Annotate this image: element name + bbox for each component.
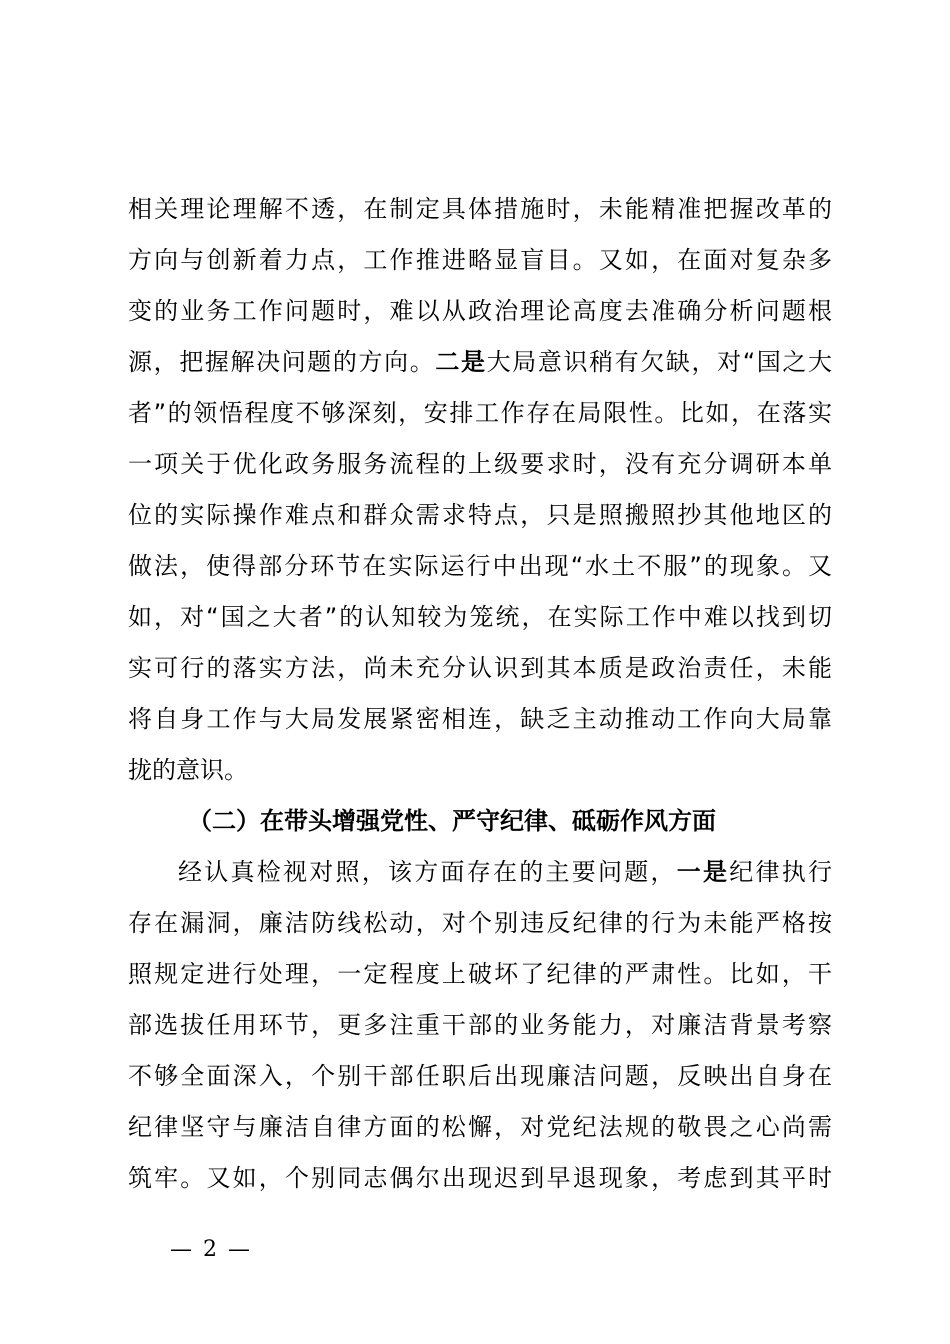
- body-text-line: 做法，使得部分环节在实际运行中出现“水土不服”的现象。又: [128, 552, 832, 580]
- body-text-line: 如，对“国之大者”的认知较为笼统，在实际工作中难以找到切: [128, 603, 832, 631]
- point-marker: 二是: [435, 348, 487, 376]
- body-text-line: 者”的领悟程度不够深刻，安排工作存在局限性。比如，在落实: [128, 399, 832, 427]
- body-text-line: 拢的意识。: [128, 756, 248, 784]
- body-text-line: 源，把握解决问题的方向。二是大局意识稍有欠缺，对“国之大: [128, 348, 832, 376]
- body-text-line: 变的业务工作问题时，难以从政治理论高度去准确分析问题根: [128, 297, 832, 325]
- body-text-line: 不够全面深入，个别干部任职后出现廉洁问题，反映出自身在: [128, 1062, 832, 1090]
- body-text-line: 纪律坚守与廉洁自律方面的松懈，对党纪法规的敬畏之心尚需: [128, 1113, 832, 1141]
- body-text-line: 位的实际操作难点和群众需求特点，只是照搬照抄其他地区的: [128, 501, 832, 529]
- point-marker: 一是: [676, 858, 730, 886]
- body-text-line: 相关理论理解不透，在制定具体措施时，未能精准把握改革的: [128, 195, 832, 223]
- body-text-line: 实可行的落实方法，尚未充分认识到其本质是政治责任，未能: [128, 654, 832, 682]
- body-text-line: 经认真检视对照，该方面存在的主要问题，一是纪律执行: [178, 858, 832, 886]
- page-number: — 2 —: [170, 1237, 252, 1262]
- body-text-line: 方向与创新着力点，工作推进略显盲目。又如，在面对复杂多: [128, 246, 832, 274]
- body-text-line: 一项关于优化政务服务流程的上级要求时，没有充分调研本单: [128, 450, 832, 478]
- body-text-line: 将自身工作与大局发展紧密相连，缺乏主动推动工作向大局靠: [128, 705, 832, 733]
- document-body: [128, 184, 832, 1204]
- section-heading: （二）在带头增强党性、严守纪律、砥砺作风方面: [188, 807, 716, 835]
- body-text-line: 照规定进行处理，一定程度上破坏了纪律的严肃性。比如，干: [128, 960, 832, 988]
- body-text-line: 存在漏洞，廉洁防线松动，对个别违反纪律的行为未能严格按: [128, 909, 832, 937]
- body-text-line: 部选拔任用环节，更多注重干部的业务能力，对廉洁背景考察: [128, 1011, 832, 1039]
- body-text-line: 筑牢。又如，个别同志偶尔出现迟到早退现象，考虑到其平时: [128, 1164, 832, 1192]
